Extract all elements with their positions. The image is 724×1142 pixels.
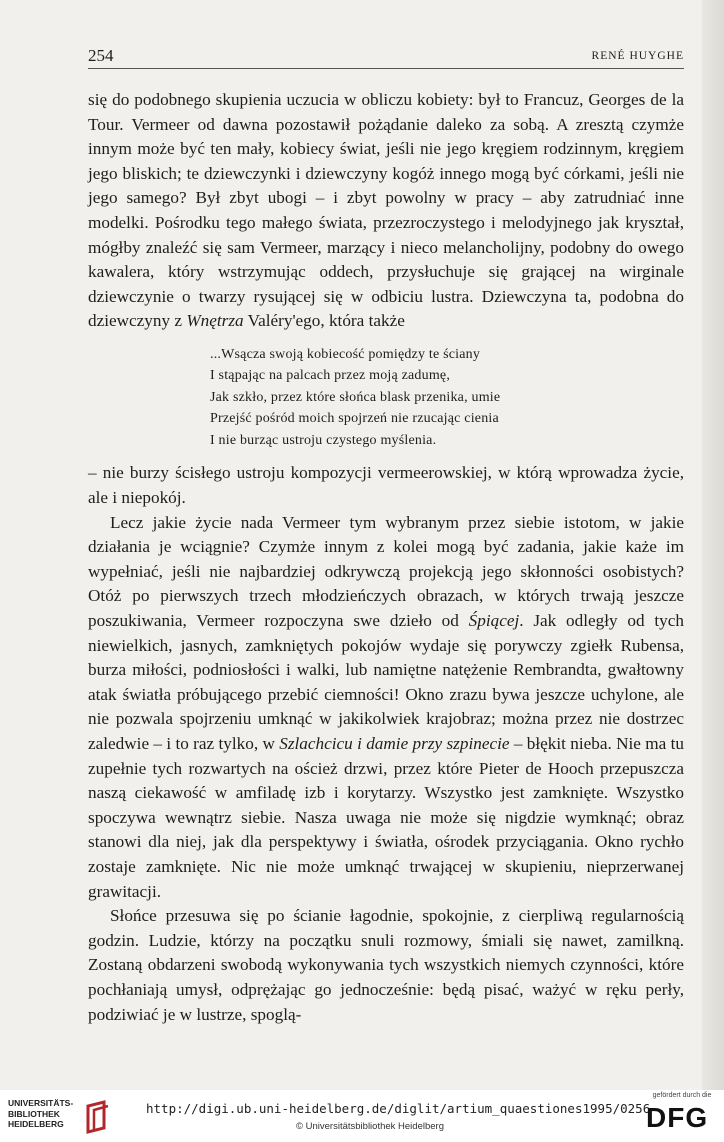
library-name: UNIVERSITÄTS- BIBLIOTHEK HEIDELBERG [8,1098,74,1129]
quote-line: Przejść pośród moich spojrzeń nie rzucając cienia [210,411,499,427]
running-head [88,46,684,69]
paragraph-3: Lecz jakie życie nada Vermeer tym wybranym przez siebie istotom, w jakie działania je wciągnie? Czymże innym z kolei mogą być zadania, jakie każe im wypełniać, jeśli nie najbardziej odkrywczą projekcją jego skłonności osobistych? Otóż po pierwszych trzech młodzieńczych obrazach, w których trwają jeszcze poszukiwania, Vermeer rozpoczyna swe dzieło od Śpiącej. Jak odległy od tych niewielkich, jasnych, zamkniętych pokojów wydaje się porywczy zgiełk Rubensa, burza miłości, podniosłości i walki, lub namiętne natężenie Rembrandta, gwałtowny atak światła próbującego przebić ciemności! Okno zrazu bywa jeszcze uchylone, ale nie pozwala spojrzeniu umknąć w jakikolwiek krajobraz; można przez nie dostrzec zaledwie – i to raz tylko, w Szlachcicu i damie przy szpinecie – błękit nieba. Nie ma tu zupełnie tych rozwartych na oścież drzwi, przez które Pieter de Hooch przepuszcza naszą ciekawość w amfiladę izb i korytarzy. Wszystko jest zamknięte. Wszystko spoczywa wewnątrz siebie. Nasza uwaga nie może się nigdzie wymknąć; obraz stanowi dla niej, jak dla perspektywy i światła, ośrodek przyciągania. Okno rychło zostaje zamknięte. Nic nie może umknąć trwającej w skupieniu, nieprzerwanej grawitacji. [88,512,684,901]
digitization-footer [0,1090,724,1142]
quote-line: I nie burząc ustroju czystego myślenia. [210,432,437,448]
library-emblem-icon [84,1100,110,1134]
quote-line: I stąpając na palcach przez moją zadumę, [210,368,451,384]
running-head-author: RENÉ HUYGHE [591,50,684,62]
dfg-logo[interactable] [644,1092,720,1138]
verse-quotation [210,344,684,452]
copyright-notice: © Universitätsbibliothek Heidelberg [296,1121,444,1132]
italic-title-spiacej: Śpiącej [468,611,520,630]
source-url-link[interactable]: http://digi.ub.uni-heidelberg.de/diglit/artium_quaestiones1995/0256 [146,1101,651,1116]
italic-title-wnetrza: Wnętrza [186,311,244,331]
library-logo[interactable] [8,1098,120,1138]
page-gutter-shadow [702,0,724,1090]
quote-line: Jak szkło, przez które słońca blask przenika, umie [210,389,501,405]
body-text [88,88,684,1027]
dfg-wordmark: DFG [646,1102,709,1133]
quote-line: ...Wsącza swoją kobiecość pomiędzy te ściany [210,346,481,362]
italic-title-szlachcic: Szlachcicu i damie przy szpinecie [279,733,510,753]
paragraph-1: się do podobnego skupienia uczucia w obliczu kobiety: był to Francuz, Georges de la Tour. Vermeer od dawna pozostawił pożądanie daleko za sobą. A zresztą czymże innym może być ten mały, kobiecy świat, jeśli nie jego kręgiem rodzinnym, kręgiem jego bliskich; te dziewczynki i dziewczyny kogóż innego mogą być córkami, jeśli nie jego samego? Był zbyt ubogi – i zbyt powolny w pracy – aby zatrudniać inne modelki. Pośrodku tego małego świata, przezroczystego i melodyjnego jak kryształ, mógłby znaleźć się sam Vermeer, marzący i nieco melancholijny, podobny do owego kawalera, który wstrzymując oddech, przysłuchuje się grającej na wirginale dziewczynie o twarzy rysującej się w odbiciu lustra. Dziewczyna ta, podobna do dziewczyny z Wnętrza Valéry'ego, która także [88,90,684,331]
page-number: 254 [88,46,114,65]
paragraph-2: – nie burzy ścisłego ustroju kompozycji vermeerowskiej, w którą wprowadza życie, ale i niepokój. [88,463,684,508]
paragraph-4: Słońce przesuwa się po ścianie łagodnie, spokojnie, z cierpliwą regularnością godzin. Ludzie, którzy na początku snuli rozmowy, śmiali się nawet, zamilkną. Zostaną obdarzeni swobodą wykonywania tych wszystkich niemych czynności, które pochłaniają umysł, odprężając go jednocześnie: będą pisać, ważyć w ręku perły, podziwiać je w lustrze, spoglą- [88,906,684,1024]
dfg-caption: gefördert durch die [652,1092,712,1099]
